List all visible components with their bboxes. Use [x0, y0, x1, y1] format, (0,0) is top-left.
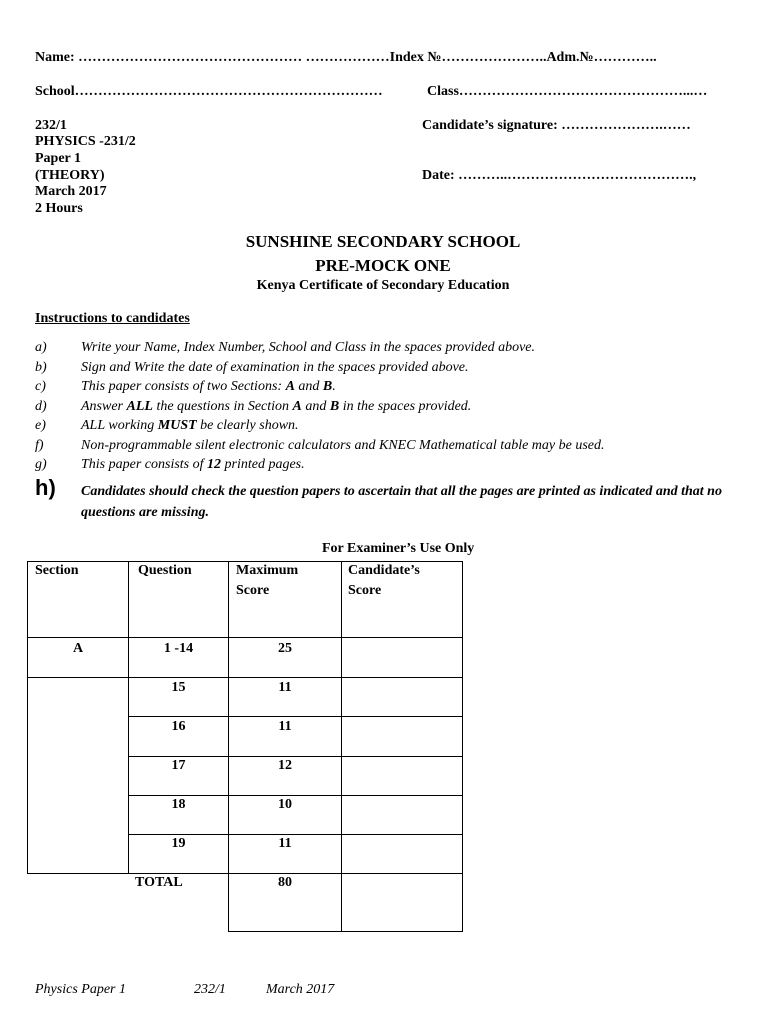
header-section: Section: [35, 563, 79, 578]
instruction-item: [35, 474, 735, 523]
instruction-label: f): [35, 437, 44, 453]
instruction-item: [35, 399, 735, 419]
footer-code: 232/1: [194, 982, 226, 997]
paper-type: (THEORY): [35, 168, 105, 183]
candidate-signature-line: Candidate’s signature: ………………….……: [422, 118, 691, 133]
instruction-text-emphasis: A: [285, 379, 295, 394]
instruction-text: [81, 399, 471, 415]
instruction-text-part: .: [332, 379, 336, 394]
instructions-heading: Instructions to candidates: [35, 311, 190, 326]
instruction-label: e): [35, 418, 46, 433]
instruction-text-part: in the spaces provided.: [339, 398, 472, 414]
subject-code: PHYSICS -231/2: [35, 134, 136, 149]
header-maximum: Maximum: [236, 563, 299, 578]
header-candidates-score: Score: [348, 583, 382, 598]
instruction-text-emphasis: B: [329, 398, 340, 414]
instruction-item: [35, 438, 735, 458]
certificate-name: Kenya Certificate of Secondary Education: [256, 278, 510, 293]
instruction-label: h): [35, 474, 56, 500]
instruction-text-emphasis: 12: [207, 457, 222, 472]
instruction-text-part: This paper consists of: [81, 457, 208, 472]
instruction-label: a): [35, 340, 47, 355]
school-name: SUNSHINE SECONDARY SCHOOL: [245, 232, 521, 251]
header-candidates: Candidate’s: [348, 563, 420, 578]
paper-code: 232/1: [35, 118, 67, 133]
instruction-label: c): [35, 379, 46, 394]
row-max-score: 10: [278, 797, 292, 812]
row-question: 19: [171, 836, 186, 851]
instruction-text-part: Answer: [81, 398, 127, 414]
instruction-text-part: the questions in Section: [152, 398, 293, 414]
instruction-text-part: ALL working: [81, 418, 158, 433]
header-maximum-score: Score: [236, 583, 270, 598]
row-question: 17: [171, 758, 186, 773]
instruction-item: [35, 457, 735, 477]
instruction-text-part: be clearly shown.: [196, 418, 299, 433]
table-border: [462, 561, 463, 932]
instruction-label: b): [35, 359, 47, 375]
instruction-label: d): [35, 398, 47, 414]
instruction-text-part: and: [294, 379, 323, 394]
instruction-text: [81, 379, 336, 395]
instruction-item: [35, 340, 735, 360]
instruction-text-emphasis: B: [322, 379, 333, 394]
exam-month: March 2017: [35, 184, 107, 199]
instruction-text-part: and: [301, 398, 330, 414]
row-max-score: 11: [278, 680, 292, 695]
footer-subject: Physics Paper 1: [35, 982, 126, 997]
school-line: School…………………………………………………………: [35, 84, 383, 99]
date-line: Date: ………..………………………………….,: [422, 168, 697, 183]
table-border: [341, 561, 342, 932]
instruction-text: [81, 457, 305, 473]
instruction-text: Non-programmable silent electronic calculators and KNEC Mathematical table may be used.: [81, 437, 605, 453]
name-index-adm-line: Name: ………………………………………… ………………Index №…………………..Adm.№…………..: [35, 50, 657, 65]
instruction-text: [81, 418, 299, 434]
instruction-text: Sign and Write the date of examination in the spaces provided above.: [81, 359, 469, 375]
footer-date: March 2017: [266, 982, 335, 997]
paper-number: Paper 1: [35, 151, 82, 166]
instruction-text-emphasis: A: [292, 398, 302, 414]
table-caption: For Examiner’s Use Only: [322, 541, 475, 556]
row-max-score: 11: [278, 836, 292, 851]
row-question: 18: [171, 797, 186, 812]
instruction-label: g): [35, 457, 47, 472]
row-question: 15: [171, 680, 186, 695]
instruction-text: Write your Name, Index Number, School and Class in the spaces provided above.: [81, 340, 536, 355]
instruction-text-part: printed pages.: [221, 457, 305, 472]
instruction-text: Candidates should check the question papers to ascertain that all the pages are printed as indicated and that no questions are missing.: [81, 483, 722, 520]
instructions-list: [35, 340, 735, 523]
row-max-score: 11: [278, 719, 292, 734]
row-section: A: [72, 641, 84, 656]
table-border: [228, 931, 463, 932]
instruction-text-part: This paper consists of two Sections:: [81, 379, 286, 394]
instruction-item: [35, 360, 735, 380]
row-question: 1 -14: [163, 641, 194, 656]
table-border: [27, 561, 28, 874]
exam-duration: 2 Hours: [35, 201, 83, 216]
instruction-item: [35, 379, 735, 399]
row-max-score: 25: [278, 641, 292, 656]
row-question: 16: [171, 719, 186, 734]
row-max-score: 12: [278, 758, 292, 773]
total-label: TOTAL: [135, 875, 183, 890]
class-line: Class…………………………………………...…: [427, 84, 708, 99]
instruction-text-emphasis: ALL: [126, 398, 153, 414]
exam-title: PRE-MOCK ONE: [315, 256, 451, 275]
header-question: Question: [138, 563, 192, 578]
instruction-item: [35, 418, 735, 438]
total-value: 80: [278, 875, 292, 890]
table-border: [27, 637, 463, 638]
instruction-text-emphasis: MUST: [157, 418, 197, 433]
